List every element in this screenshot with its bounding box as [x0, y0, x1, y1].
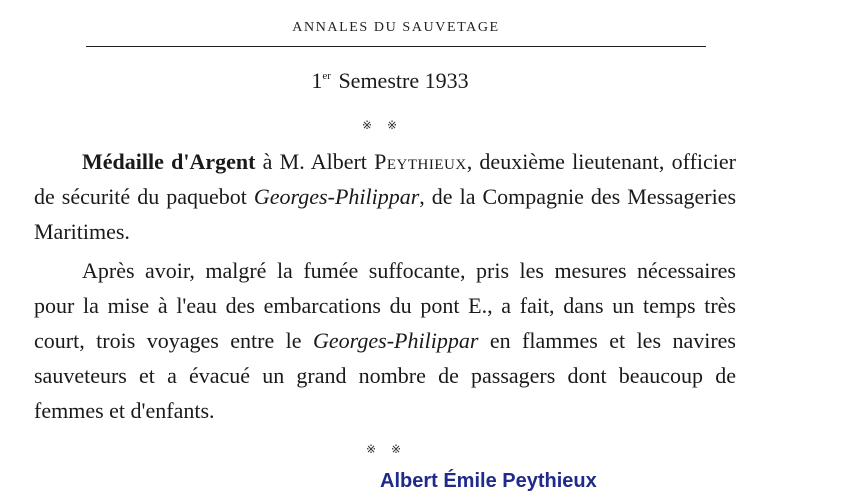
ornament-top: ※ ※: [362, 118, 404, 132]
award-name: Médaille d'Argent: [82, 149, 256, 174]
semester-heading: [0, 68, 780, 94]
semester-label: Semestre 1933: [338, 68, 469, 93]
ship-name-2: Georges-Philippar: [313, 328, 479, 353]
citation-paragraph: [34, 144, 736, 249]
ornament-bottom: ※ ※: [366, 442, 408, 456]
semester-ordinal-number: 1: [311, 68, 323, 93]
details-paragraph: [34, 253, 736, 428]
semester-ordinal-suffix: er: [322, 70, 331, 82]
citation-text-2: , deuxième lieutenant, officier de sécurité du paquebot: [34, 149, 736, 209]
caption-label: Albert Émile Peythieux: [380, 470, 597, 492]
citation-text-3: , de la Compagnie des Messageries Maritimes.: [34, 184, 737, 244]
running-head: ANNALES DU SAUVETAGE: [292, 20, 500, 35]
header-rule: [86, 46, 706, 47]
citation-text-1: à M. Albert: [255, 149, 375, 174]
details-text-2: en flammes et les navires sauveteurs et a évacué un grand nombre de passagers dont beaucoup de femmes et d'enfants.: [34, 328, 736, 423]
details-text-1: Après avoir, malgré la fumée suffocante, pris les mesures nécessaires pour la mise à l'eau des embarcations du pont E., a fait, dans un temps très court, trois voyages entre le: [34, 258, 736, 353]
ship-name: Georges-Philippar: [253, 184, 420, 209]
recipient-surname: Peythieux: [374, 149, 467, 174]
